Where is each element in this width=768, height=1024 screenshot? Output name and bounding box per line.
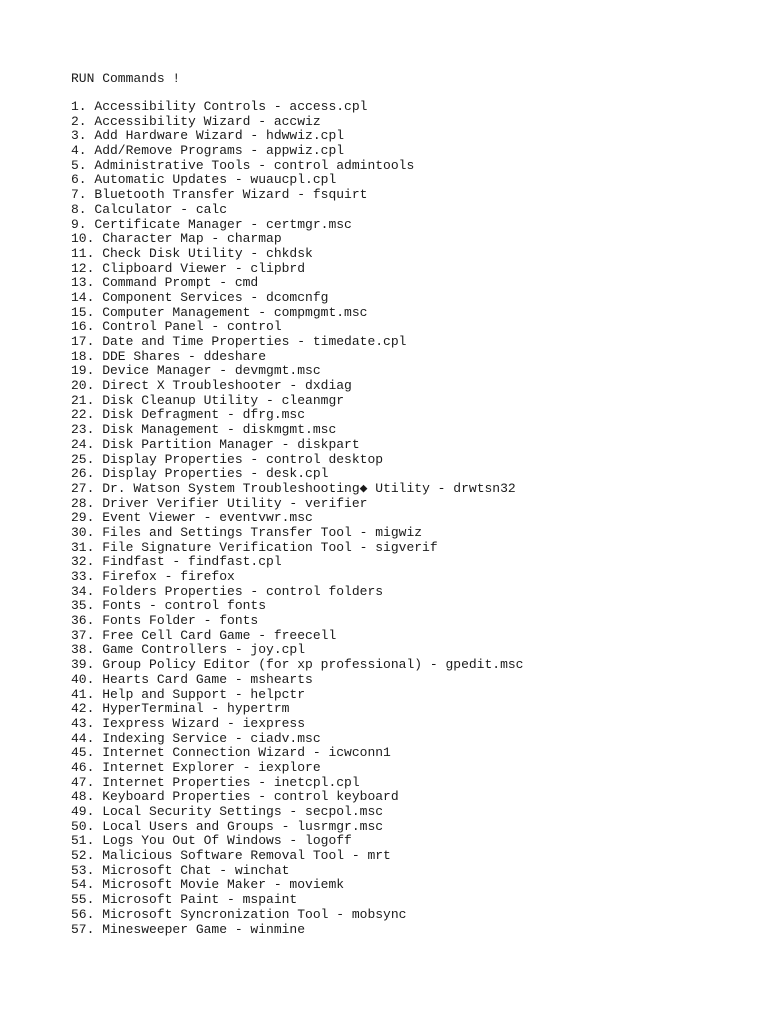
list-item: 14. Component Services - dcomcnfg xyxy=(71,289,329,305)
list-item: 24. Disk Partition Manager - diskpart xyxy=(71,436,360,452)
list-item: 4. Add/Remove Programs - appwiz.cpl xyxy=(71,143,345,159)
document-page xyxy=(71,71,751,937)
list-item: 42. HyperTerminal - hypertrm xyxy=(71,701,290,717)
list-item: 18. DDE Shares - ddeshare xyxy=(71,348,267,364)
list-item: 21. Disk Cleanup Utility - cleanmgr xyxy=(71,392,345,408)
document-title: RUN Commands ! xyxy=(71,71,181,86)
list-item: 55. Microsoft Paint - mspaint xyxy=(71,892,298,908)
list-item: 8. Calculator - calc xyxy=(71,201,228,217)
list-item: 38. Game Controllers - joy.cpl xyxy=(71,642,306,658)
list-item: 20. Direct X Troubleshooter - dxdiag xyxy=(71,378,352,394)
list-item: 23. Disk Management - diskmgmt.msc xyxy=(71,422,337,438)
list-item: 28. Driver Verifier Utility - verifier xyxy=(71,495,368,511)
list-item: 45. Internet Connection Wizard - icwconn1 xyxy=(71,745,391,761)
list-item: 16. Control Panel - control xyxy=(71,319,282,335)
list-item: 5. Administrative Tools - control admintools xyxy=(71,157,415,173)
list-item: 56. Microsoft Syncronization Tool - mobsync xyxy=(71,906,407,922)
list-item: 2. Accessibility Wizard - accwiz xyxy=(71,113,321,129)
list-item: 49. Local Security Settings - secpol.msc xyxy=(71,804,384,819)
list-item: 36. Fonts Folder - fonts xyxy=(71,613,259,629)
list-item: 54. Microsoft Movie Maker - moviemk xyxy=(71,877,345,893)
list-item: 57. Minesweeper Game - winmine xyxy=(71,921,306,937)
list-item: 26. Display Properties - desk.cpl xyxy=(71,466,329,482)
list-item: 12. Clipboard Viewer - clipbrd xyxy=(71,260,306,276)
list-item: 25. Display Properties - control desktop xyxy=(71,451,384,467)
command-list xyxy=(71,100,751,937)
list-item: 13. Command Prompt - cmd xyxy=(71,275,259,291)
list-item: 53. Microsoft Chat - winchat xyxy=(71,862,290,878)
list-item: 30. Files and Settings Transfer Tool - migwiz xyxy=(71,524,423,540)
list-item: 50. Local Users and Groups - lusrmgr.msc xyxy=(71,818,384,834)
list-item: 47. Internet Properties - inetcpl.cpl xyxy=(71,774,360,790)
list-item: 39. Group Policy Editor (for xp professional) - gpedit.msc xyxy=(71,657,524,673)
list-item: 27. Dr. Watson System Troubleshooting◆ Utility - drwtsn32 xyxy=(71,480,516,496)
list-item: 43. Iexpress Wizard - iexpress xyxy=(71,715,306,731)
list-item: 22. Disk Defragment - dfrg.msc xyxy=(71,407,306,423)
list-item: 34. Folders Properties - control folders xyxy=(71,583,384,599)
list-item: 48. Keyboard Properties - control keyboard xyxy=(71,789,399,805)
list-item: 37. Free Cell Card Game - freecell xyxy=(71,627,337,643)
list-item: 40. Hearts Card Game - mshearts xyxy=(71,671,313,687)
list-item: 3. Add Hardware Wizard - hdwwiz.cpl xyxy=(71,128,345,144)
list-item: 10. Character Map - charmap xyxy=(71,231,282,247)
list-item: 7. Bluetooth Transfer Wizard - fsquirt xyxy=(71,187,368,203)
list-item: 29. Event Viewer - eventvwr.msc xyxy=(71,510,313,526)
list-item: 9. Certificate Manager - certmgr.msc xyxy=(71,216,352,232)
list-item: 19. Device Manager - devmgmt.msc xyxy=(71,363,321,379)
list-item: 15. Computer Management - compmgmt.msc xyxy=(71,304,368,320)
list-item: 46. Internet Explorer - iexplore xyxy=(71,759,321,775)
list-item: 1. Accessibility Controls - access.cpl xyxy=(71,99,368,114)
list-item: 44. Indexing Service - ciadv.msc xyxy=(71,730,321,746)
list-item: 35. Fonts - control fonts xyxy=(71,598,267,614)
list-item: 52. Malicious Software Removal Tool - mrt xyxy=(71,848,391,864)
list-item: 51. Logs You Out Of Windows - logoff xyxy=(71,833,352,849)
list-item: 33. Firefox - firefox xyxy=(71,569,235,584)
list-item: 41. Help and Support - helpctr xyxy=(71,686,306,702)
list-item: 31. File Signature Verification Tool - sigverif xyxy=(71,539,438,555)
list-item: 32. Findfast - findfast.cpl xyxy=(71,554,282,570)
list-item: 17. Date and Time Properties - timedate.cpl xyxy=(71,334,407,349)
list-item: 11. Check Disk Utility - chkdsk xyxy=(71,245,313,261)
list-item: 6. Automatic Updates - wuaucpl.cpl xyxy=(71,172,337,188)
